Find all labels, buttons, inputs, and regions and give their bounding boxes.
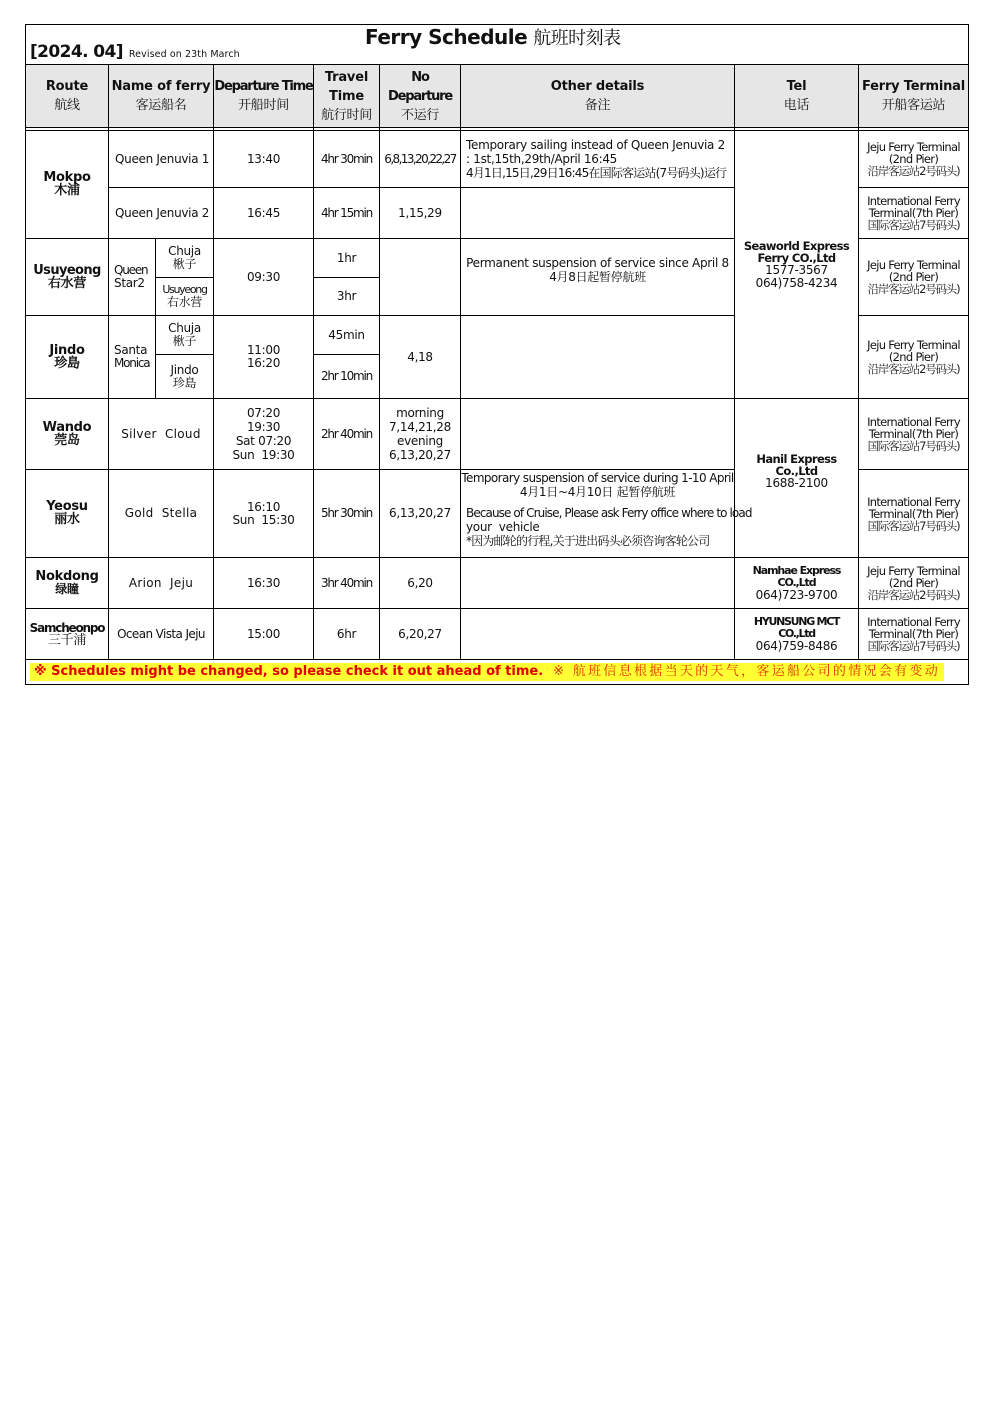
route-en: Nokdong (35, 568, 99, 584)
terminal-zh: 国际客运站7号码头) (867, 518, 960, 533)
travel-value: 6hr (336, 626, 357, 641)
footer-notice (26, 660, 967, 684)
travel-value: 4hr 15min (320, 205, 373, 220)
header-ferry (109, 65, 213, 127)
travel-time (314, 131, 379, 187)
header-tel (735, 65, 858, 127)
travel-value: 5hr 30min (320, 506, 373, 520)
route-zh: 木浦 (54, 183, 80, 198)
route-en: Mokpo (43, 170, 91, 185)
stop-zh: 楸子 (172, 257, 197, 271)
stop-en: Chuja (168, 321, 201, 335)
departure-value: 19:30 (246, 420, 281, 434)
title-chinese: 航班时刻表 (533, 28, 621, 49)
company-name: Ferry CO.,Ltd (757, 250, 836, 265)
departure-time (214, 131, 313, 187)
no-departure-value: 6,20,27 (398, 626, 442, 641)
ferry-name: Gold Stella (124, 506, 198, 520)
ferry-name: Queen Jenuvia 2 (115, 205, 210, 220)
travel-value: 3hr (336, 289, 357, 303)
route-zh: 右水营 (47, 275, 87, 291)
note-line: *因为邮轮的行程,关于进出码头必须咨询客轮公司 (466, 534, 710, 548)
departure-time (214, 470, 313, 557)
header-route-en: Route (45, 79, 89, 94)
route-jindo (26, 316, 108, 398)
terminal-intl (859, 470, 968, 557)
terminal-line: International Ferry (867, 194, 960, 208)
tel-namhae (735, 558, 858, 608)
header-route (26, 65, 108, 127)
departure-value: 13:40 (246, 151, 281, 166)
no-departure-value: 7,14,21,28 (389, 420, 451, 434)
header-nodep-en: No Departure (388, 69, 452, 104)
warning-zh: ※ 航班信息根据当天的天气，客运船公司的情况会有变动 (553, 664, 940, 679)
route-en: Wando (42, 419, 92, 435)
stop-zh: 珍島 (172, 375, 197, 390)
stop-en: Chuja (168, 244, 201, 258)
stop-zh: 右水营 (166, 295, 203, 309)
terminal-line: Jeju Ferry Terminal (867, 338, 960, 352)
travel-time (314, 239, 379, 277)
route-usuyeong (26, 239, 108, 315)
terminal-jeju (859, 131, 968, 187)
no-departure-value: morning (396, 406, 444, 420)
ferry-silver-cloud (109, 399, 213, 469)
departure-value: Sat 07:20 (235, 434, 292, 448)
travel-time (314, 399, 379, 469)
departure-value: 11:00 (246, 343, 281, 357)
route-yeosu (26, 470, 108, 557)
phone-number[interactable]: 1688-2100 (765, 475, 828, 490)
header-details (461, 65, 734, 127)
date-label: [2024. 04] (30, 42, 123, 62)
departure-time (214, 188, 313, 238)
company-name: Hanil Express Co.,Ltd (756, 451, 837, 478)
terminal-zh: 国际客运站7号码头) (867, 218, 960, 232)
departure-time (214, 239, 313, 315)
departure-value: 07:20 (246, 406, 281, 420)
stop-chuja (156, 239, 213, 277)
details-usuyeong (461, 239, 734, 315)
no-departure (380, 399, 460, 469)
terminal-line: (2nd Pier) (888, 576, 939, 590)
terminal-zh: 沿岸客运站2号码头) (867, 164, 960, 178)
note-line: your vehicle (466, 520, 540, 534)
note-line: 4月1日~4月10日 起暂停航班 (519, 485, 676, 499)
route-zh: 三千浦 (47, 632, 87, 648)
header-departure-en: Departure Time (214, 79, 313, 94)
header-route-zh: 航线 (54, 98, 80, 113)
terminal-jeju (859, 239, 968, 315)
terminal-line: International Ferry (867, 415, 960, 429)
terminal-line: Terminal(7th Pier) (868, 627, 959, 641)
terminal-zh: 沿岸客运站2号码头) (867, 282, 960, 296)
departure-time (214, 609, 313, 659)
terminal-line: Terminal(7th Pier) (868, 427, 959, 441)
terminal-intl (859, 609, 968, 659)
route-en: Jindo (49, 342, 85, 358)
terminal-zh: 沿岸客运站2号码头) (867, 362, 960, 376)
no-departure-value: 6,20 (407, 575, 433, 590)
ferry-queen-jenuvia-2 (109, 188, 213, 238)
travel-value: 3hr 40min (320, 575, 373, 590)
stop-en: Usuyeong (162, 283, 207, 296)
terminal-zh: 国际客运站7号码头) (867, 439, 960, 453)
ferry-arion-jeju (109, 558, 213, 608)
stop-usuyeong (156, 278, 213, 315)
stop-en: Jindo (170, 362, 199, 377)
departure-time (214, 316, 313, 398)
ferry-santa-monica (109, 316, 155, 398)
no-departure (380, 609, 460, 659)
header-details-zh: 备注 (584, 98, 611, 113)
travel-time (314, 558, 379, 608)
route-zh: 莞岛 (54, 432, 80, 448)
company-name: Namhae Express CO.,Ltd (752, 563, 841, 589)
no-departure-value: 1,15,29 (398, 205, 442, 220)
travel-time (314, 609, 379, 659)
route-en: Yeosu (46, 499, 88, 514)
tel-hanil (735, 399, 858, 557)
ferry-name: Monica (114, 356, 150, 370)
phone-number[interactable]: 1577-3567 (765, 262, 828, 277)
terminal-jeju (859, 316, 968, 398)
travel-time (314, 316, 379, 354)
company-name: Seaworld Express (743, 238, 850, 253)
note-line: : 1st,15th,29th/April 16:45 (466, 152, 618, 166)
ferry-name: Ocean Vista Jeju (117, 626, 205, 641)
terminal-line: (2nd Pier) (888, 270, 939, 284)
terminal-line: Jeju Ferry Terminal (867, 258, 960, 272)
note-line: 4月1日,15日,29日16:45在国际客运站(7号码头)运行 (466, 166, 727, 180)
ferry-ocean-vista-jeju (109, 609, 213, 659)
header-departure (214, 65, 313, 127)
departure-time (214, 558, 313, 608)
departure-value: 16:20 (246, 356, 281, 370)
ferry-queen-jenuvia-1 (109, 131, 213, 187)
no-departure (380, 131, 460, 187)
note-line: Permanent suspension of service since April 8 (466, 256, 729, 270)
terminal-intl (859, 399, 968, 469)
no-departure-value: 6,13,20,27 (389, 448, 451, 462)
revised-note: Revised on 23th March (128, 49, 240, 60)
no-departure (380, 558, 460, 608)
title-english: Ferry Schedule (365, 25, 528, 49)
no-departure-value: 4,18 (407, 349, 433, 364)
route-zh: 丽水 (54, 512, 80, 527)
note-line: Temporary sailing instead of Queen Jenuvia 2 (466, 138, 725, 152)
route-samcheonpo (26, 609, 108, 659)
terminal-jeju (859, 558, 968, 608)
stop-jindo (156, 355, 213, 398)
travel-time (314, 278, 379, 315)
terminal-line: International Ferry (867, 615, 960, 629)
terminal-line: International Ferry (867, 494, 960, 509)
note-line: 4月8日起暂停航班 (549, 270, 646, 284)
no-departure-value: evening (397, 434, 443, 448)
tel-seaworld (735, 131, 858, 398)
departure-value: Sun 15:30 (232, 512, 295, 527)
header-travel-en2: Time (329, 88, 364, 104)
note-line: Because of Cruise, Please ask Ferry office where to load (466, 506, 752, 520)
header-departure-zh: 开船时间 (238, 98, 289, 113)
header-terminal (859, 65, 968, 127)
ferry-name: Queen Jenuvia 1 (115, 151, 210, 166)
departure-value: 16:10 (246, 499, 281, 514)
travel-value: 2hr 40min (320, 426, 373, 441)
no-departure-value: 6,13,20,27 (389, 506, 451, 520)
departure-value: 09:30 (246, 269, 281, 284)
header-no-departure (380, 65, 460, 127)
no-departure (380, 188, 460, 238)
route-zh: 绿瞳 (55, 581, 79, 596)
header-details-en: Other details (550, 79, 645, 94)
travel-value: 4hr 30min (320, 151, 373, 166)
travel-time (314, 355, 379, 398)
travel-value: 45min (328, 327, 365, 342)
departure-value: 16:45 (246, 205, 281, 220)
no-departure (380, 239, 460, 315)
travel-time (314, 188, 379, 238)
terminal-line: Terminal(7th Pier) (868, 506, 959, 521)
terminal-line: Jeju Ferry Terminal (867, 140, 960, 154)
ferry-gold-stella (109, 470, 213, 557)
header-ferry-zh: 客运船名 (135, 98, 187, 113)
warning-banner (30, 663, 944, 681)
header-travel-zh: 航行时间 (321, 107, 372, 123)
route-mokpo (26, 131, 108, 238)
header-tel-en: Tel (786, 79, 807, 94)
header-divider (25, 127, 969, 128)
ferry-name: Queen (114, 263, 148, 277)
company-name: HYUNSUNG MCT CO.,Ltd (753, 614, 840, 640)
terminal-line: (2nd Pier) (888, 350, 939, 364)
ferry-name: Arion Jeju (128, 575, 194, 590)
terminal-line: (2nd Pier) (888, 152, 939, 166)
departure-time (214, 399, 313, 469)
ferry-queen-star2 (109, 239, 155, 315)
stop-zh: 楸子 (172, 334, 197, 348)
ferry-name: Santa (114, 343, 148, 357)
terminal-line: Jeju Ferry Terminal (867, 564, 960, 578)
ferry-name: Silver Cloud (121, 426, 201, 441)
route-en: Samcheonpo (29, 620, 105, 635)
travel-time (314, 470, 379, 557)
terminal-intl (859, 188, 968, 238)
departure-value: 15:00 (246, 626, 281, 641)
departure-value: Sun 19:30 (232, 448, 295, 462)
phone-number[interactable]: 064)723-9700 (755, 587, 838, 602)
phone-number[interactable]: 064)759-8486 (755, 638, 838, 653)
route-zh: 珍島 (54, 355, 80, 371)
note-line: Temporary suspension of service during 1-10 April (461, 471, 734, 485)
header-ferry-en: Name of ferry (111, 79, 211, 94)
terminal-zh: 国际客运站7号码头) (867, 639, 960, 653)
phone-number[interactable]: 064)758-4234 (755, 275, 838, 290)
no-departure-value: 6,8,13,20,22,27 (384, 151, 456, 166)
details-yeosu (461, 470, 752, 557)
travel-value: 2hr 10min (320, 369, 373, 383)
stop-chuja (156, 316, 213, 354)
no-departure (380, 470, 460, 557)
travel-value: 1hr (336, 250, 357, 265)
no-departure (380, 316, 460, 398)
header-nodep-zh: 不运行 (400, 107, 440, 123)
departure-value: 16:30 (246, 575, 281, 590)
route-wando (26, 399, 108, 469)
ferry-name: Star2 (114, 276, 145, 290)
terminal-zh: 沿岸客运站2号码头) (867, 588, 960, 602)
header-terminal-zh: 开船客运站 (881, 98, 946, 113)
route-nokdong (26, 558, 108, 608)
header-travel (314, 65, 379, 127)
route-en: Usuyeong (33, 262, 101, 278)
header-travel-en1: Travel (324, 69, 369, 85)
header-terminal-en: Ferry Terminal (861, 79, 966, 94)
tel-hyunsung (735, 609, 858, 659)
header-tel-zh: 电话 (783, 98, 810, 113)
details-mokpo (461, 131, 734, 187)
terminal-line: Terminal(7th Pier) (868, 206, 959, 220)
warning-en: ※ Schedules might be changed, so please check it out ahead of time. (34, 664, 544, 679)
